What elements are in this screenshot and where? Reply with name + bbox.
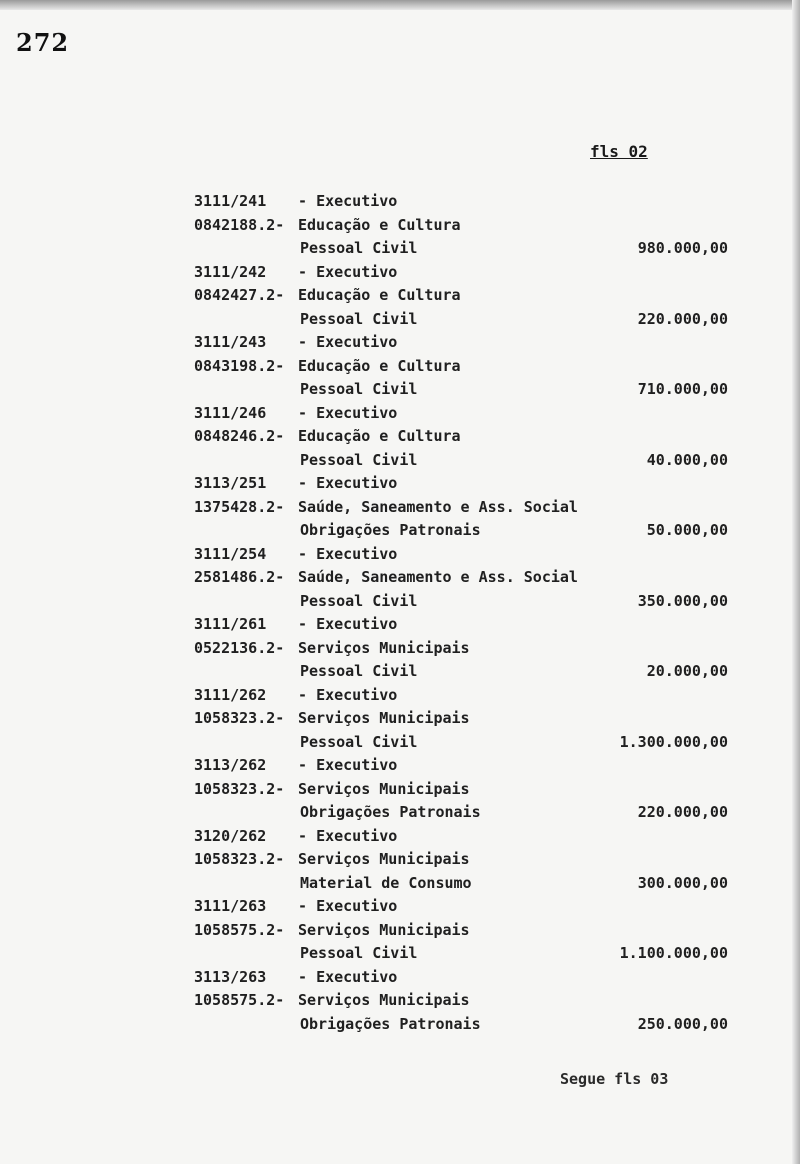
entry-code: 3113/262 — [194, 756, 267, 774]
entry-unit: Serviços Municipais — [298, 850, 470, 868]
budget-entry — [0, 613, 800, 684]
budget-entry — [0, 261, 800, 332]
entry-category: Obrigações Patronais — [300, 1014, 481, 1033]
entry-separator: - — [298, 192, 317, 210]
entry-subcode: 0843198.2- — [194, 356, 285, 375]
entry-code: 3111/241 — [194, 192, 267, 210]
entry-code: 3111/261 — [194, 615, 267, 633]
entry-department: Executivo — [316, 192, 398, 210]
entry-separator: - — [298, 474, 317, 492]
entry-amount: 980.000,00 — [637, 239, 728, 257]
entry-separator: - — [298, 826, 317, 845]
entry-amount: 20.000,00 — [646, 662, 728, 680]
entry-category: Pessoal Civil — [300, 732, 418, 751]
entry-category: Pessoal Civil — [300, 380, 418, 398]
entry-code: 3120/262 — [194, 826, 267, 845]
entry-amount: 220.000,00 — [637, 803, 728, 821]
scan-top-edge — [0, 0, 800, 10]
entry-category: Pessoal Civil — [300, 944, 418, 962]
budget-entry — [0, 895, 800, 966]
entry-department: Executivo — [316, 685, 398, 704]
entry-code: 3111/254 — [194, 544, 267, 563]
entry-category: Pessoal Civil — [300, 239, 418, 257]
entry-separator: - — [298, 685, 317, 704]
entry-separator: - — [298, 333, 317, 351]
entry-unit: Serviços Municipais — [298, 638, 470, 657]
budget-entry — [0, 684, 800, 755]
entry-department: Executivo — [316, 262, 398, 281]
entry-subcode: 1375428.2- — [194, 497, 285, 516]
entry-department: Executivo — [316, 333, 398, 351]
entry-unit: Educação e Cultura — [298, 215, 461, 234]
entry-subcode: 1058323.2- — [194, 779, 285, 798]
entry-department: Executivo — [316, 756, 398, 774]
budget-entry — [0, 543, 800, 614]
entry-subcode: 1058323.2- — [194, 709, 285, 727]
entry-unit: Educação e Cultura — [298, 427, 461, 445]
entry-amount: 50.000,00 — [646, 521, 728, 539]
budget-entry — [0, 754, 800, 825]
entry-amount: 300.000,00 — [637, 873, 728, 892]
entry-unit: Saúde, Saneamento e Ass. Social — [298, 497, 578, 516]
entry-amount: 40.000,00 — [646, 450, 728, 469]
entry-separator: - — [298, 403, 317, 422]
entry-amount: 250.000,00 — [637, 1014, 728, 1033]
entry-subcode: 1058323.2- — [194, 850, 285, 868]
entry-separator: - — [298, 967, 317, 986]
budget-entry — [0, 472, 800, 543]
entry-code: 3111/263 — [194, 897, 267, 915]
entry-department: Executivo — [316, 615, 398, 633]
entry-department: Executivo — [316, 897, 398, 915]
entry-unit: Educação e Cultura — [298, 356, 461, 375]
entry-category: Pessoal Civil — [300, 450, 418, 469]
entry-category: Pessoal Civil — [300, 309, 418, 328]
entry-subcode: 2581486.2- — [194, 568, 285, 586]
entry-code: 3113/263 — [194, 967, 267, 986]
entry-department: Executivo — [316, 403, 398, 422]
budget-entry — [0, 966, 800, 1037]
budget-entry — [0, 331, 800, 402]
entry-unit: Serviços Municipais — [298, 991, 470, 1009]
entry-unit: Saúde, Saneamento e Ass. Social — [298, 568, 578, 586]
entry-separator: - — [298, 756, 317, 774]
entry-unit: Serviços Municipais — [298, 779, 470, 798]
entry-amount: 220.000,00 — [637, 309, 728, 328]
entry-amount: 1.100.000,00 — [619, 944, 728, 962]
entry-unit: Serviços Municipais — [298, 709, 470, 727]
entry-subcode: 0522136.2- — [194, 638, 285, 657]
entry-unit: Educação e Cultura — [298, 286, 461, 304]
entry-department: Executivo — [316, 967, 398, 986]
budget-entry — [0, 402, 800, 473]
entry-code: 3113/251 — [194, 474, 267, 492]
entry-department: Executivo — [316, 474, 398, 492]
entry-separator: - — [298, 897, 317, 915]
entry-unit: Serviços Municipais — [298, 920, 470, 939]
sheet-label: fls 02 — [590, 142, 648, 161]
continuation-note: Segue fls 03 — [560, 1070, 669, 1088]
budget-entry-list — [0, 190, 800, 1036]
entry-subcode: 0848246.2- — [194, 427, 285, 445]
budget-entry — [0, 190, 800, 261]
entry-category: Obrigações Patronais — [300, 803, 481, 821]
entry-code: 3111/242 — [194, 262, 267, 281]
entry-category: Material de Consumo — [300, 873, 472, 892]
entry-department: Executivo — [316, 544, 398, 563]
entry-subcode: 0842188.2- — [194, 215, 285, 234]
entry-amount: 710.000,00 — [637, 380, 728, 398]
entry-subcode: 1058575.2- — [194, 991, 285, 1009]
entry-subcode: 1058575.2- — [194, 920, 285, 939]
entry-department: Executivo — [316, 826, 398, 845]
entry-amount: 1.300.000,00 — [619, 732, 728, 751]
entry-separator: - — [298, 615, 317, 633]
entry-separator: - — [298, 544, 317, 563]
entry-amount: 350.000,00 — [637, 591, 728, 610]
entry-code: 3111/262 — [194, 685, 267, 704]
entry-code: 3111/243 — [194, 333, 267, 351]
entry-separator: - — [298, 262, 317, 281]
entry-code: 3111/246 — [194, 403, 267, 422]
entry-category: Obrigações Patronais — [300, 521, 481, 539]
entry-subcode: 0842427.2- — [194, 286, 285, 304]
entry-category: Pessoal Civil — [300, 591, 418, 610]
page-number: 272 — [16, 28, 70, 57]
budget-entry — [0, 825, 800, 896]
entry-category: Pessoal Civil — [300, 662, 418, 680]
